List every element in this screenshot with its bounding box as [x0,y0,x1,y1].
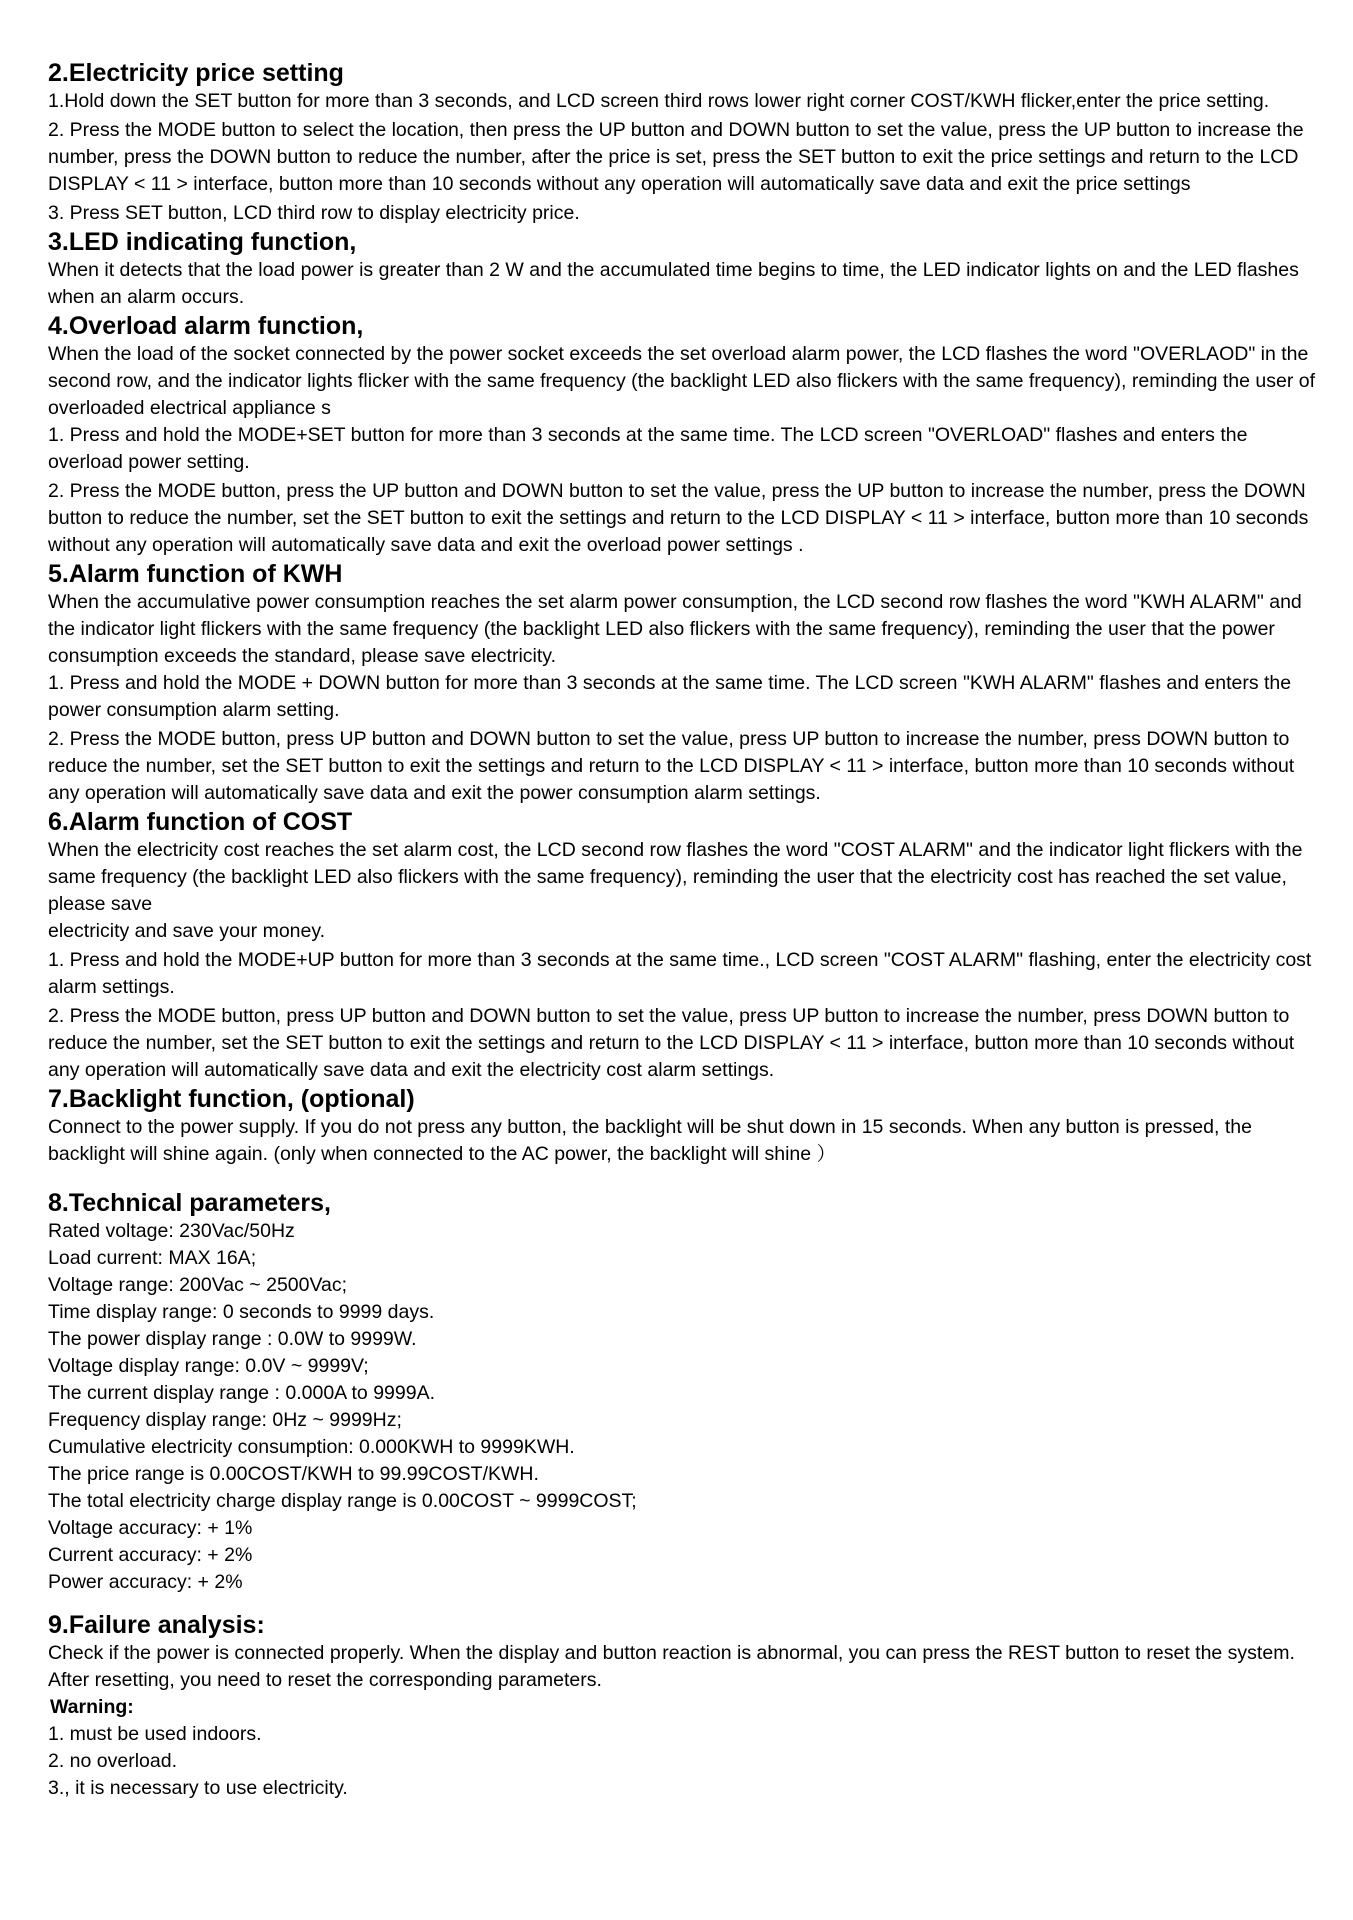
failure-analysis-description: Check if the power is connected properly. When the display and button reaction is abnormal, you can press the REST button to reset the system. After resetting, you need to reset the corresponding parameters. [48,1642,1295,1691]
section-heading-cost-alarm: 6.Alarm function of COST [48,808,353,836]
cost-alarm-description-continued: electricity and save your money. [48,920,326,942]
section-heading-technical-parameters: 8.Technical parameters, [48,1189,332,1217]
section-heading-overload: 4.Overload alarm function, [48,312,364,340]
kwh-alarm-step-2: 2. Press the MODE button, press UP button and DOWN button to set the value, press UP button to increase the number, press DOWN button to reduce the number, set the SET button to exit the settings and return to the LCD DISPLAY < 11 > interface, button more than 10 seconds without any operation will automatically save data and exit the power consumption alarm settings. [48,728,1295,804]
kwh-alarm-description: When the accumulative power consumption reaches the set alarm power consumption, the LCD second row flashes the word "KWH ALARM" and the indicator light flickers with the same frequency (the backlight LED also flickers with the same frequency), reminding the user that the power consumption exceeds the standard, please save electricity. [48,591,1302,667]
section-heading-price-setting: 2.Electricity price setting [48,59,344,87]
warning-label: Warning: [50,1696,134,1718]
tech-param-item: The price range is 0.00COST/KWH to 99.99COST/KWH. [48,1463,539,1485]
led-description: When it detects that the load power is greater than 2 W and the accumulated time begins to time, the LED indicator lights on and the LED flashes when an alarm occurs. [48,259,1299,308]
tech-param-item: Time display range: 0 seconds to 9999 days. [48,1301,435,1323]
kwh-alarm-step-1: 1. Press and hold the MODE + DOWN button for more than 3 seconds at the same time. The LCD screen "KWH ALARM" flashes and enters the power consumption alarm setting. [48,672,1292,721]
tech-param-item: The total electricity charge display range is 0.00COST ~ 9999COST; [48,1490,637,1512]
tech-param-item: Cumulative electricity consumption: 0.000KWH to 9999KWH. [48,1436,575,1458]
backlight-description: Connect to the power supply. If you do not press any button, the backlight will be shut down in 15 seconds. When any button is pressed, the backlight will shine again. (only when connected to the AC power, the backlight will shine ） [48,1116,1252,1165]
price-setting-step-2: 2. Press the MODE button to select the location, then press the UP button and DOWN button to set the value, press the UP button to increase the number, press the DOWN button to reduce the number, after the price is set, press the SET button to exit the price settings and return to the LCD DISPLAY < 11 > interface, button more than 10 seconds without any operation will automatically save data and exit the price settings [48,119,1304,195]
cost-alarm-step-2: 2. Press the MODE button, press UP button and DOWN button to set the value, press UP button to increase the number, press DOWN button to reduce the number, set the SET button to exit the settings and return to the LCD DISPLAY < 11 > interface, button more than 10 seconds without any operation will automatically save data and exit the electricity cost alarm settings. [48,1005,1295,1081]
section-heading-kwh-alarm: 5.Alarm function of KWH [48,560,343,588]
price-setting-step-3: 3. Press SET button, LCD third row to display electricity price. [48,202,580,224]
section-heading-failure-analysis: 9.Failure analysis: [48,1611,265,1639]
tech-param-item: The current display range : 0.000A to 9999A. [48,1382,436,1404]
cost-alarm-step-1: 1. Press and hold the MODE+UP button for more than 3 seconds at the same time., LCD screen "COST ALARM" flashing, enter the electricity cost alarm settings. [48,949,1312,998]
manual-page [48,58,1318,1802]
tech-param-item: Frequency display range: 0Hz ~ 9999Hz; [48,1409,402,1431]
tech-param-item: Current accuracy: + 2% [48,1544,253,1566]
price-setting-step-1: 1.Hold down the SET button for more than 3 seconds, and LCD screen third rows lower right corner COST/KWH flicker,enter the price setting. [48,90,1270,112]
technical-parameters-list [48,1218,1318,1596]
tech-param-item: Voltage accuracy: + 1% [48,1517,253,1539]
cost-alarm-description: When the electricity cost reaches the set alarm cost, the LCD second row flashes the word "COST ALARM" and the indicator light flickers with the same frequency (the backlight LED also flickers with the same frequency), reminding the user that the electricity cost has reached the set value, please save [48,839,1303,915]
tech-param-item: The power display range : 0.0W to 9999W. [48,1328,417,1350]
section-heading-led: 3.LED indicating function, [48,228,357,256]
tech-param-item: Rated voltage: 230Vac/50Hz [48,1220,295,1242]
warning-list [48,1721,1318,1802]
tech-param-item: Load current: MAX 16A; [48,1247,257,1269]
tech-param-item: Voltage range: 200Vac ~ 2500Vac; [48,1274,348,1296]
overload-step-2: 2. Press the MODE button, press the UP button and DOWN button to set the value, press the UP button to increase the number, press the DOWN button to reduce the number, set the SET button to exit the settings and return to the LCD DISPLAY < 11 > interface, button more than 10 seconds without any operation will automatically save data and exit the overload power settings . [48,480,1309,556]
tech-param-item: Voltage display range: 0.0V ~ 9999V; [48,1355,369,1377]
overload-description: When the load of the socket connected by the power socket exceeds the set overload alarm power, the LCD flashes the word "OVERLAOD" in the second row, and the indicator lights flicker with the same frequency (the backlight LED also flickers with the same frequency), reminding the user of overloaded electrical appliance s [48,343,1316,419]
warning-item: 1. must be used indoors. [48,1723,262,1745]
warning-item: 2. no overload. [48,1750,178,1772]
section-heading-backlight: 7.Backlight function, (optional) [48,1085,415,1113]
warning-item: 3., it is necessary to use electricity. [48,1777,348,1799]
overload-step-1: 1. Press and hold the MODE+SET button for more than 3 seconds at the same time. The LCD screen "OVERLOAD" flashes and enters the overload power setting. [48,424,1248,473]
tech-param-item: Power accuracy: + 2% [48,1571,243,1593]
